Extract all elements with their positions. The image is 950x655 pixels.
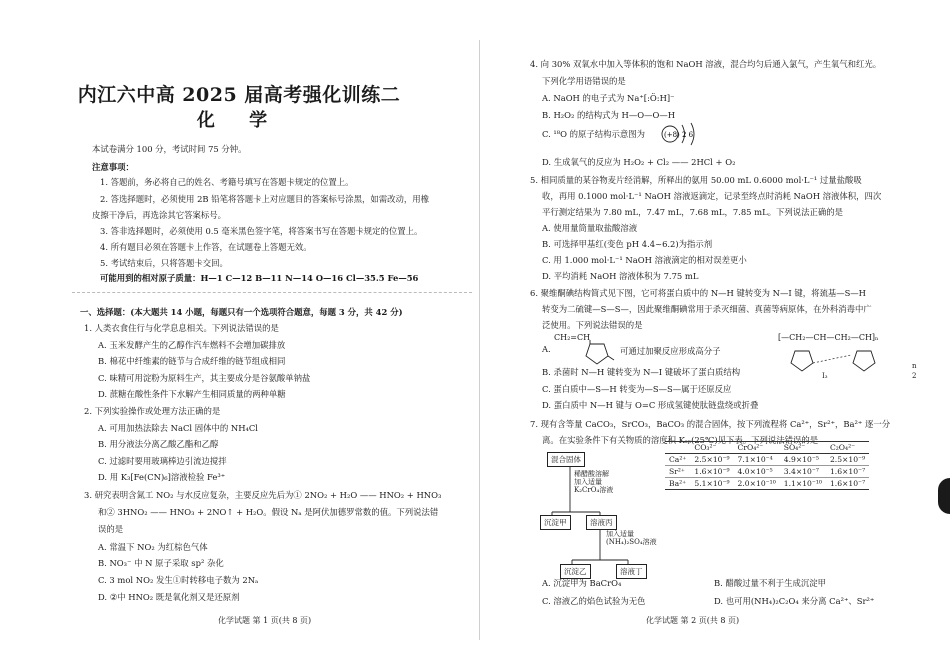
notice-5: 5. 考试结束后，只将答题卡交回。	[100, 258, 228, 268]
q3-stem-line2: 和② 3HNO₂ —— HNO₃ + 2NO↑ + H₂O。假设 Nₐ 是阿伏加德罗常数的值。下列说法错	[98, 507, 439, 517]
pyrrolidone-ring-icon	[582, 340, 616, 368]
ksp-header-cell: SO₄²⁻	[780, 442, 826, 454]
notice-1: 1. 答题前，务必将自己的姓名、考籍号填写在答题卡规定的位置上。	[100, 177, 354, 187]
q2-option-a: A. 可用加热法除去 NaCl 固体中的 NH₄Cl	[98, 423, 258, 433]
q1-stem: 1. 人类衣食住行与化学息息相关。下列说法错误的是	[84, 323, 279, 333]
q3-stem-line1: 3. 研究表明含氮工 NO₂ 与水反应复杂，主要反应先后为① 2NO₂ + H₂O —— HNO₂ + HNO₃	[84, 490, 442, 500]
flow-mixed-solid: 混合固体	[547, 452, 585, 467]
ksp-cell: 4.9×10⁻⁵	[780, 454, 826, 466]
ksp-header-row	[665, 442, 869, 454]
page-1-footer: 化学试题 第 1 页(共 8 页)	[218, 616, 312, 625]
exam-intro: 本试卷满分 100 分，考试时间 75 分钟。	[92, 144, 247, 154]
ksp-cell: 1.1×10⁻¹⁰	[780, 478, 826, 490]
q5-stem-line2: 收，再用 0.1000 mol·L⁻¹ NaOH 溶液返滴定，记录至终点时消耗 NaOH 溶液体积，四次	[542, 191, 882, 201]
flow-solution-d: 溶液丁	[616, 564, 647, 579]
q6-option-c: C. 蛋白质中—S—H 转变为—S—S—属于还原反应	[542, 384, 732, 394]
notice-title: 注意事项：	[92, 162, 134, 172]
q2-option-b: B. 用分液法分离乙酸乙酯和乙醇	[98, 439, 219, 449]
q5-option-c: C. 用 1.000 mol·L⁻¹ NaOH 溶液滴定的相对误差更小	[542, 255, 747, 265]
q6-option-b: B. 杀菌时 N—H 键转变为 N—I 键破坏了蛋白质结构	[542, 367, 741, 377]
q5-option-b: B. 可选择甲基红(变色 pH 4.4~6.2)为指示剂	[542, 239, 713, 249]
q2-option-c: C. 过滤时要用玻璃棒边引流边搅拌	[98, 456, 227, 466]
q4-stem-line1: 4. 向 30% 双氧水中加入等体积的饱和 NaOH 溶液，混合均匀后通入氯气，产生氧气和红光。	[530, 59, 882, 69]
ksp-header-cell: CO₃²⁻	[690, 442, 733, 454]
q4-stem-line2: 下列化学用语错误的是	[542, 76, 626, 86]
ksp-cell: 4.0×10⁻⁵	[734, 466, 780, 478]
ksp-cell: 5.1×10⁻⁹	[690, 478, 733, 490]
atom-diagram-label: (+8) 2 6	[664, 131, 694, 139]
ksp-cell: 1.6×10⁻⁷	[826, 478, 869, 490]
notice-4: 4. 所有题目必须在答题卡上作答，在试题卷上答题无效。	[100, 242, 312, 252]
q6-stem-line1: 6. 聚维酮碘结构简式见下图，它可将蛋白质中的 N—H 键转变为 N—I 键，将巯基—S—H	[530, 288, 866, 298]
ksp-cell: 3.4×10⁻⁷	[780, 466, 826, 478]
flow-step-2: 加入适量 (NH₄)₂SO₄溶液	[606, 530, 657, 546]
q3-option-c: C. 3 mol NO₂ 发生①时转移电子数为 2Nₐ	[98, 575, 259, 585]
q5-stem-line1: 5. 相同质量的某谷物麦片经消解，所释出的氨用 50.00 mL 0.6000 mol·L⁻¹ 过量盐酸吸	[530, 175, 862, 185]
q1-option-a: A. 玉米发酵产生的乙醇作汽车燃料不会增加碳排放	[98, 340, 286, 350]
q7-stem-line1: 7. 现有含等量 CaCO₃，SrCO₃，BaCO₃ 的混合固体，按下列流程将 Ca²⁺，Sr²⁺，Ba²⁺ 逐一分	[530, 419, 891, 429]
ksp-row-ca	[665, 454, 869, 466]
q6-stem-line3: 泛使用。下列说法错误的是	[542, 320, 643, 330]
ksp-cell: 2.5×10⁻⁹	[826, 454, 869, 466]
ksp-row-ba	[665, 478, 869, 490]
q5-option-a: A. 使用量筒量取盐酸溶液	[542, 223, 638, 233]
polymer-subscript: 2	[912, 372, 917, 380]
ksp-cell: Sr²⁺	[665, 466, 690, 478]
q7-option-d: D. 也可用(NH₄)₂C₂O₄ 来分离 Ca²⁺、Sr²⁺	[714, 596, 875, 606]
exam-title: 内江六中高 2025 届高考强化训练二	[77, 84, 401, 106]
q1-option-d: D. 蔗糖在酸性条件下水解产生相同质量的两种单糖	[98, 389, 286, 399]
polymer-rings-icon	[787, 345, 895, 377]
q4-option-c: C. ¹⁸O 的原子结构示意图为	[542, 129, 646, 139]
q5-option-d: D. 平均消耗 NaOH 溶液体积为 7.75 mL	[542, 271, 699, 281]
ksp-cell: 7.1×10⁻⁴	[734, 454, 780, 466]
ksp-header-cell: CrO₄²⁻	[734, 442, 780, 454]
ksp-row-sr	[665, 466, 869, 478]
q5-stem-line3: 平行测定结果为 7.80 mL，7.47 mL，7.68 mL，7.85 mL。下列说法正确的是	[542, 207, 844, 217]
ksp-header-cell: C₂O₄²⁻	[826, 442, 869, 454]
ksp-cell: 2.5×10⁻⁹	[690, 454, 733, 466]
q7-option-b: B. 醋酸过量不利于生成沉淀甲	[714, 578, 826, 588]
q6-stem-line2: 转变为二硫键—S—S—，因此聚维酮碘常用于杀灭细菌、真菌等病原体，在外科消毒中广	[542, 304, 872, 314]
polymer-iodine: I₃	[822, 372, 828, 380]
q1-option-c: C. 味精可用淀粉为原料生产，其主要成分是谷氨酸单钠盐	[98, 373, 311, 383]
ksp-cell: Ca²⁺	[665, 454, 690, 466]
q7-option-c: C. 溶液乙的焰色试验为无色	[542, 596, 646, 606]
flow-solution-c: 溶液丙	[586, 515, 617, 530]
page-2	[482, 0, 950, 655]
flow-precipitate-a: 沉淀甲	[540, 515, 571, 530]
q6-option-d: D. 蛋白质中 N—H 键与 O=C 形成氢键使肽链盘绕或折叠	[542, 400, 759, 410]
q7-option-a: A. 沉淀甲为 BaCrO₄	[542, 578, 622, 588]
q4-option-d: D. 生成氧气的反应为 H₂O₂ + Cl₂ —— 2HCl + O₂	[542, 157, 736, 167]
ksp-header-cell	[665, 442, 690, 454]
exam-subject: 化 学	[196, 110, 282, 131]
page-2-footer: 化学试题 第 2 页(共 8 页)	[646, 616, 740, 625]
flow-step-1: 稀醋酸溶解 加入适量 K₂CrO₄溶液	[574, 470, 614, 494]
notice-2-cont: 皮擦干净后，再选涂其它答案标号。	[92, 210, 226, 220]
polymer-n: n	[912, 362, 917, 370]
ksp-cell: Ba²⁺	[665, 478, 690, 490]
ksp-cell: 1.6×10⁻⁷	[826, 466, 869, 478]
q6-option-a-label: A.	[542, 344, 551, 354]
notice-3: 3. 答非选择题时，必须使用 0.5 毫米黑色签字笔，将答案书写在答题卡规定的位置上。	[100, 226, 423, 236]
monomer-formula: CH₂=CH	[554, 333, 591, 342]
q4-option-a: A. NaOH 的电子式为 Na⁺[:Ö:H]⁻	[542, 93, 675, 103]
ksp-table	[665, 441, 869, 490]
atomic-masses: 可能用到的相对原子质量：H—1 C—12 B—11 N—14 O—16 Cl—35.5 Fe—56	[100, 273, 419, 283]
section-divider	[72, 292, 472, 293]
ksp-cell: 2.0×10⁻¹⁰	[734, 478, 780, 490]
q4-option-b: B. H₂O₂ 的结构式为 H—O—O—H	[542, 110, 676, 120]
page-divider	[479, 40, 480, 640]
atom-structure-icon	[660, 121, 704, 147]
flow-precipitate-b: 沉淀乙	[560, 564, 591, 579]
q7-stem-line2: 离。在实验条件下有关物质的溶度积 Kₛₚ(25℃)见下表。下列说法错误的是	[542, 435, 819, 445]
scanner-edge-tab	[938, 478, 950, 514]
notice-2: 2. 答选择题时，必须使用 2B 铅笔将答题卡上对应题目的答案标号涂黑，如需改动，用橡	[100, 194, 429, 204]
ksp-cell: 1.6×10⁻⁹	[690, 466, 733, 478]
q3-option-d: D. ②中 HNO₂ 既是氧化剂又是还原剂	[98, 592, 240, 602]
polymer-formula: [—CH₂—CH—CH₂—CH]ₙ	[778, 333, 879, 342]
q3-option-b: B. NO₃⁻ 中 N 原子采取 sp² 杂化	[98, 558, 224, 568]
q1-option-b: B. 棉花中纤维素的链节与合成纤维的链节组成相同	[98, 356, 286, 366]
section-1-heading: 一、选择题：(本大题共 14 小题，每题只有一个选项符合题意，每题 3 分，共 42 分)	[80, 307, 403, 317]
q2-stem: 2. 下列实验操作或处理方法正确的是	[84, 406, 221, 416]
q2-option-d: D. 用 K₃[Fe(CN)₆]溶液检验 Fe³⁺	[98, 472, 226, 482]
q3-stem-line3: 误的是	[98, 524, 124, 534]
q6-option-a-text: 可通过加聚反应形成高分子	[620, 346, 721, 356]
q3-option-a: A. 常温下 NO₂ 为红棕色气体	[98, 542, 208, 552]
